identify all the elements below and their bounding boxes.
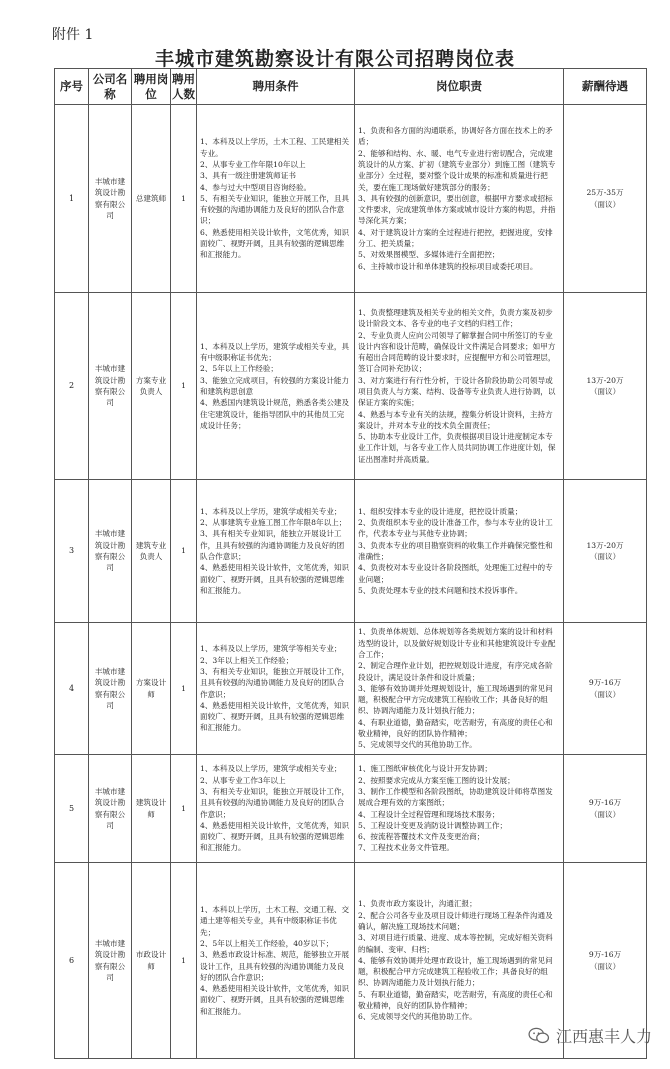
- cell-line: 1、本科及以上学历，建筑学等相关专业；: [200, 644, 342, 654]
- cell-line: 5、协助本专业设计工作，负责根据项目设计进度制定本专业工作计划，与各专业工作人员共同协调工作进度计划，保证出图准时并高质量。: [358, 432, 556, 464]
- cell-line: 3、有相关专业知识，能独立开展设计工作，且具有较强的沟通协调能力及良好的团队合作意识；: [200, 666, 350, 699]
- cell-line: 4、负责校对本专业设计各阶段图纸，处理施工过程中的专业问题；: [358, 563, 553, 584]
- cell-line: 1、本科及以上学历，建筑学或相关专业，具有中级职称证书优先；: [200, 341, 350, 363]
- row-conditions: [197, 293, 355, 480]
- cell-line: 1、本科及以上学历，建筑学或相关专业；: [200, 506, 342, 516]
- cell-line: 3、对项目进行质量、进度、成本等控制，完成好相关资料的编制、变审、归档；: [358, 933, 553, 954]
- table-row: [55, 623, 647, 755]
- row-salary-note: （面议）: [589, 552, 621, 561]
- cell-line: 2、制定合理作业计划，把控规划设计进度，有序完成各阶段设计，满足设计条件和设计质量；: [358, 661, 553, 682]
- cell-line: 2、5年以上工作经验；: [200, 364, 279, 374]
- cell-line: 3、能独立完成项目，有较强的方案设计能力和建筑构思创意: [200, 375, 350, 396]
- cell-line: 4、熟悉与本专业有关的法规，搜集分析设计资料，主持方案设计，并对本专业的技术负全面责任；: [358, 409, 553, 430]
- row-salary-note: （面议）: [589, 809, 621, 819]
- row-salary: 9万-16万: [588, 950, 622, 960]
- watermark: [528, 1024, 652, 1047]
- cell-line: 5、对效果图模型、多媒体进行全面把控；: [358, 250, 500, 260]
- row-conditions: [197, 863, 355, 1059]
- cell-line: 3、具有相关专业知识，能独立开展设计工作，且具有较强的沟通协调能力及良好的团队合作意识；: [200, 529, 345, 561]
- row-salary: 13万-20万: [586, 540, 624, 550]
- cell-line: 3、具有较强的创新意识，要出创意，根据甲方要求或招标文件要求，完成建筑单体方案或城市设计方案的构思，并指导深化其方案；: [358, 193, 556, 226]
- cell-line: 1、负责和各方面的沟通联系，协调好各方面在技术上的矛盾；: [358, 126, 553, 147]
- row-count: 1: [171, 755, 197, 863]
- cell-line: 2、负责组织本专业的设计准备工作，参与本专业的设计工作，代表本专业与其他专业协调；: [358, 518, 553, 539]
- cell-line: 4、能够有效协调并处理市政设计，施工现场遇到的常见问题，积极配合甲方完成建筑工程验收工作；具备良好的组织、协调沟通能力及计划执行能力；: [358, 955, 553, 988]
- row-salary: 13万-20万: [586, 375, 624, 385]
- cell-line: 5、负责处理本专业的技术问题和技术投诉事件。: [358, 585, 523, 595]
- row-conditions: [197, 105, 355, 293]
- cell-line: 1、本科及以上学历，土木工程、工民建相关专业。: [200, 137, 350, 158]
- header-position: 聘用岗位: [132, 69, 171, 105]
- cell-line: 3、负责本专业的项目勘察资料的收集工作并确保完整性和准确性；: [358, 540, 553, 561]
- row-duties: [355, 623, 564, 755]
- row-company: 丰城市建筑设计勘察有限公司: [89, 863, 132, 1059]
- cell-line: 1、本科以上学历，土木工程、交通工程、交通土建等相关专业，具有中级职称证书优先；: [200, 905, 350, 937]
- row-position: 建筑专业负责人: [132, 480, 171, 623]
- row-company: 丰城市建筑设计勘察有限公司: [89, 755, 132, 863]
- cell-line: 1、负责市政方案设计，沟通汇报；: [358, 899, 477, 909]
- cell-line: 3、对方案进行有行性分析，于设计各阶段协助公司领导或项目负责人与方案、结构、设备等专业负责人进行协调，以保证方案的实施；: [358, 375, 556, 408]
- cell-line: 4、工程设计全过程管理和现场技术服务；: [358, 809, 500, 819]
- table-row: [55, 480, 647, 623]
- cell-line: 4、有职业道德，勤奋踏实，吃苦耐劳，有高度的责任心和敬业精神，良好的团队协作精神；: [358, 717, 553, 739]
- cell-line: 1、组织安排本专业的设计进度，把控设计质量；: [358, 506, 523, 516]
- row-count: 1: [171, 863, 197, 1059]
- watermark-text: 江西惠丰人力: [555, 1027, 652, 1046]
- cell-line: 2、配合公司各专业及项目设计师进行现场工程条件沟通及确认，解决施工现场技术问题；: [358, 910, 553, 931]
- row-seq: 5: [55, 755, 89, 863]
- row-salary-note: （面议）: [589, 199, 621, 209]
- cell-line: 1、负责整理建筑及相关专业的相关文件，负责方案及初步设计阶段文本、各专业的电子文档的归档工作；: [358, 307, 553, 329]
- cell-line: 3、具有一级注册建筑师证书: [200, 171, 296, 181]
- cell-line: 5、有职业道德，勤奋踏实，吃苦耐劳，有高度的责任心和敬业精神，良好的团队协作精神；: [358, 989, 553, 1011]
- cell-line: 6、按流程答覆技术文件及变更治商；: [358, 832, 485, 842]
- cell-line: 2、从事专业工作年限10年以上: [200, 159, 306, 169]
- row-salary-note: （面议）: [589, 387, 621, 396]
- cell-line: 5、完成领导交代的其他协助工作。: [358, 740, 477, 750]
- cell-line: 7、工程技术业务文件管理。: [358, 843, 454, 853]
- cell-line: 4、熟悉使用相关设计软件，文笔优秀，知识面较广、视野开阔，且具有较强的逻辑思维和汇报能力。: [200, 984, 350, 1016]
- table-row: [55, 293, 647, 480]
- cell-line: 3、熟悉市政设计标准、规范，能够独立开展设计工作，且具有较强的沟通协调能力及良好的团队合作意识；: [200, 950, 350, 982]
- row-position: 总建筑师: [132, 105, 171, 293]
- cell-line: 2、从事建筑专业施工图工作年限8年以上；: [200, 518, 347, 528]
- row-company: 丰城市建筑设计勘察有限公司: [89, 480, 132, 623]
- cell-line: 6、完成领导交代的其他协助工作。: [358, 1012, 477, 1022]
- cell-line: 5、有相关专业知识，能独立开展工作，且具有较强的沟通协调能力及良好的团队合作意识；: [200, 193, 350, 226]
- row-conditions: [197, 480, 355, 623]
- row-seq: 4: [55, 623, 89, 755]
- row-conditions: [197, 755, 355, 863]
- cell-line: 2、专业负责人应向公司领导了解掌握合同中所签订的专业设计内容和设计范畴，确保设计文件满足合同要求；如甲方有超出合同范畴的设计要求时，应提醒甲方和公司管理层，签订合同补充协议；: [358, 330, 556, 374]
- cell-line: 1、施工图纸审核优化与设计开发协调；: [358, 764, 492, 774]
- header-company: 公司名称: [89, 69, 132, 105]
- cell-line: 2、按照要求完成从方案至施工图的设计发展；: [358, 775, 515, 785]
- row-duties: [355, 105, 564, 293]
- table-row: [55, 105, 647, 293]
- cell-line: 2、能够和结构、水、暖、电气专业进行密切配合，完成建筑设计的从方案、扩初（建筑专业部分）到施工图（建筑专业部分）全过程，要对整个设计成果的标准和质量进行把关，要在施工现场做好建筑部分的服务；: [358, 148, 556, 192]
- row-position: 方案设计师: [132, 623, 171, 755]
- row-duties: [355, 293, 564, 480]
- row-count: 1: [171, 105, 197, 293]
- cell-line: 3、能够有效协调并处理规划设计，施工现场遇到的常见问题，积极配合甲方完成建筑工程验收工作；具备良好的组织、协调沟通能力及计划执行能力；: [358, 683, 553, 716]
- header-duties: 岗位职责: [355, 69, 564, 105]
- row-seq: 3: [55, 480, 89, 623]
- cell-line: 4、参与过大中型项目咨询经验。: [200, 182, 312, 192]
- header-seq: 序号: [55, 69, 89, 105]
- cell-line: 4、熟悉使用相关设计软件，文笔优秀，知识面较广、视野开阔，且具有较强的逻辑思维和汇报能力。: [200, 563, 350, 595]
- cell-line: 1、本科及以上学历，建筑学或相关专业；: [200, 764, 342, 774]
- cell-line: 2、5年以上相关工作经验，40岁以下；: [200, 938, 334, 948]
- row-salary-cell: [564, 105, 647, 293]
- row-seq: 1: [55, 105, 89, 293]
- row-company: 丰城市建筑设计勘察有限公司: [89, 623, 132, 755]
- cell-line: 4、熟悉国内建筑设计规范，熟悉各类公建及住宅建筑设计，能指导团队中的其他员工完成设计任务；: [200, 398, 350, 430]
- job-table: [54, 68, 647, 1059]
- row-salary: 9万-16万: [588, 798, 622, 808]
- header-salary: 薪酬待遇: [564, 69, 647, 105]
- row-salary-cell: [564, 480, 647, 623]
- wechat-icon: [528, 1027, 550, 1045]
- row-salary: 9万-16万: [588, 678, 622, 688]
- row-duties: [355, 755, 564, 863]
- cell-line: 3、有相关专业知识，能独立开展设计工作，且具有较强的沟通协调能力及良好的团队合作意识；: [200, 786, 350, 819]
- row-conditions: [197, 623, 355, 755]
- row-company: 丰城市建筑设计勘察有限公司: [89, 293, 132, 480]
- row-salary-note: （面议）: [589, 689, 621, 699]
- row-salary: 25万-35万: [586, 188, 624, 198]
- cell-line: 6、熟悉使用相关设计软件，文笔优秀，知识面较广、视野开阔，且具有较强的逻辑思维和汇报能力。: [200, 227, 350, 260]
- row-position: 市政设计师: [132, 863, 171, 1059]
- row-count: 1: [171, 623, 197, 755]
- row-seq: 2: [55, 293, 89, 480]
- cell-line: 5、工程设计变更及消防设计调整协调工作；: [358, 820, 508, 830]
- row-position: 方案专业负责人: [132, 293, 171, 480]
- annex-label: 附件 1: [52, 27, 94, 43]
- cell-line: 1、负责单体规划、总体规划等各类规划方案的设计和材料选型的设计，以及做好规划设计专业和其他建筑设计专业配合工作；: [358, 627, 556, 659]
- row-count: 1: [171, 480, 197, 623]
- row-count: 1: [171, 293, 197, 480]
- row-company: 丰城市建筑设计勘察有限公司: [89, 105, 132, 293]
- page-title: 丰城市建筑勘察设计有限公司招聘岗位表: [154, 48, 515, 70]
- row-salary-cell: [564, 755, 647, 863]
- row-salary-cell: [564, 623, 647, 755]
- header-count: 聘用人数: [171, 69, 197, 105]
- cell-line: 2、从事专业工作3年以上: [200, 775, 286, 785]
- cell-line: 3、制作工作模型和各阶段图纸，协助建筑设计师将草图发展成合理有效的方案图纸；: [358, 786, 553, 808]
- cell-line: 4、对于建筑设计方案的全过程进行把控，把握进度，安排分工、把关质量；: [358, 227, 553, 249]
- cell-line: 4、熟悉使用相关设计软件，文笔优秀，知识面较广、视野开阔，且具有较强的逻辑思维和汇报能力。: [200, 700, 350, 733]
- row-salary-cell: [564, 293, 647, 480]
- table-header-row: [55, 69, 647, 105]
- row-duties: [355, 480, 564, 623]
- header-conditions: 聘用条件: [197, 69, 355, 105]
- row-position: 建筑设计师: [132, 755, 171, 863]
- row-seq: 6: [55, 863, 89, 1059]
- row-salary-note: （面议）: [589, 961, 621, 971]
- cell-line: 6、主持城市设计和单体建筑的投标项目或委托项目。: [358, 261, 538, 271]
- table-row: [55, 755, 647, 863]
- cell-line: 2、3年以上相关工作经验；: [200, 655, 294, 665]
- cell-line: 4、熟悉使用相关设计软件，文笔优秀，知识面较广、视野开阔，且具有较强的逻辑思维和汇报能力。: [200, 820, 350, 853]
